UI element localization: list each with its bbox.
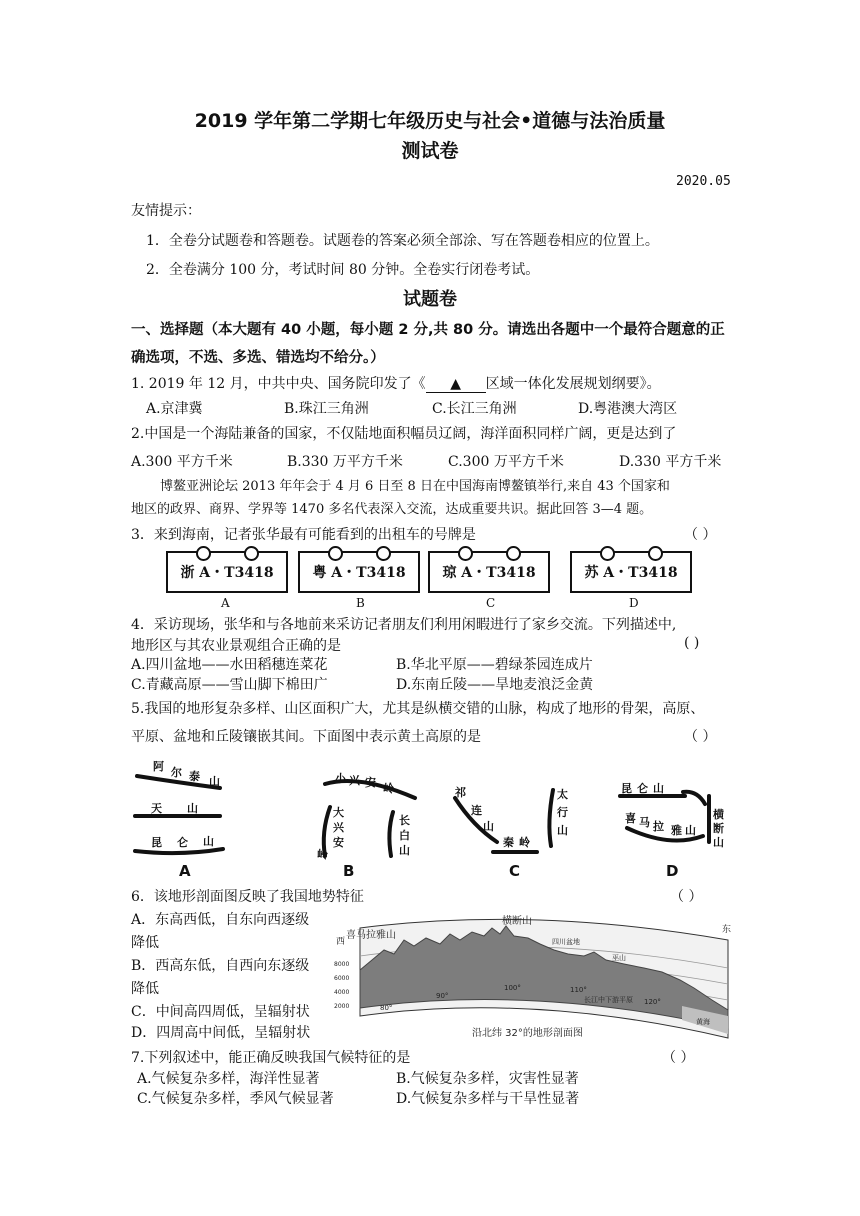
page-title: 2019 学年第二学期七年级历史与社会•道德与法治质量	[194, 110, 666, 132]
q4-stem-line2: 地形区与其农业景观组合正确的是	[131, 638, 341, 654]
map-label-d: D	[666, 862, 679, 880]
map-label: 白	[399, 829, 410, 842]
map-label: 祁	[455, 786, 466, 799]
q2-option-b: B.330 万平方千米	[287, 454, 403, 470]
profile-elev: 4000	[334, 989, 350, 996]
map-label: 横	[713, 808, 724, 821]
map-label: 山	[653, 782, 664, 795]
map-label: 山	[685, 824, 696, 837]
profile-peak2: 横断山	[502, 916, 532, 927]
part1-heading: 一、选择题（本大题有 40 小题，每小题 2 分,共 80 分。请选出各题中一个最符合题意的正	[131, 322, 725, 338]
map-label: 断	[713, 822, 724, 835]
map-label: 小	[335, 772, 346, 785]
q2-stem: 2.中国是一个海陆兼备的国家，不仅陆地面积幅员辽阔，海洋面积同样广阔，更是达到了	[131, 426, 677, 442]
map-label: 山	[399, 844, 410, 857]
profile-east: 东	[722, 925, 732, 935]
plate-ring	[376, 546, 391, 561]
plate-ring	[506, 546, 521, 561]
map-label: 马	[639, 816, 650, 829]
tip-item-2: 2．全卷满分 100 分，考试时间 80 分钟。全卷实行闭卷考试。	[146, 262, 540, 278]
q6-option-a: A．东高西低，自东向西逐级	[131, 912, 310, 928]
map-label: 太	[557, 788, 568, 801]
plate-a-text: 浙 A・T3418	[180, 565, 274, 581]
map-label-a: A	[179, 862, 191, 880]
plate-b	[298, 551, 420, 593]
map-label: 兴	[333, 821, 344, 834]
map-label: 天	[151, 802, 162, 815]
q4-option-b: B.华北平原——碧绿茶园连成片	[396, 657, 593, 673]
map-label: 昆	[151, 836, 162, 849]
plate-ring	[196, 546, 211, 561]
profile-hill: 巫山	[612, 954, 626, 962]
profile-basin: 四川盆地	[552, 938, 580, 946]
map-label: 尔	[171, 766, 182, 779]
q6-option-b-cont: 降低	[131, 981, 159, 997]
map-label: 山	[203, 835, 214, 848]
profile-sea: 黄海	[696, 1018, 710, 1026]
map-label: 大	[333, 806, 344, 819]
plate-label-b: B	[356, 596, 365, 610]
plate-label-a: A	[221, 596, 230, 610]
q1-option-d: D.粤港澳大湾区	[578, 401, 678, 417]
profile-lon: 120°	[644, 998, 661, 1006]
plate-ring	[244, 546, 259, 561]
section-title: 试题卷	[403, 289, 457, 310]
map-c	[455, 785, 568, 852]
map-label: 喜	[625, 812, 636, 825]
q1-option-b: B.珠江三角洲	[284, 401, 369, 417]
q7-option-b: B.气候复杂多样，灾害性显著	[396, 1071, 579, 1087]
map-label: 山	[209, 775, 220, 788]
map-label: 秦	[503, 836, 514, 849]
q6-stem: 6．该地形剖面图反映了我国地势特征	[131, 889, 364, 905]
map-label: 阿	[153, 760, 164, 773]
q5-stem-line2: 平原、盆地和丘陵镶嵌其间。下面图中表示黄土高原的是	[131, 729, 481, 745]
page-title-line2: 测试卷	[401, 140, 459, 162]
profile-lon: 110°	[570, 986, 587, 994]
map-label-c: C	[509, 862, 521, 880]
q1-option-c: C.长江三角洲	[432, 401, 517, 417]
plate-label-d: D	[629, 596, 639, 610]
map-label: 安	[365, 776, 376, 789]
q7-stem: 7.下列叙述中，能正确反映我国气候特征的是	[131, 1050, 411, 1066]
map-label-b: B	[343, 862, 355, 880]
profile-elev: 2000	[334, 1003, 350, 1010]
map-label: 山	[557, 824, 568, 837]
q6-answer-paren: （ ）	[670, 889, 703, 905]
part1-heading-line2: 确选项，不选、多选、错选均不给分。）	[131, 350, 385, 366]
tip-item-1: 1．全卷分试题卷和答题卷。试题卷的答案必须全部涂、写在答题卷相应的位置上。	[146, 233, 659, 249]
plate-d-text: 苏 A・T3418	[584, 565, 678, 581]
q4-option-c: C.青藏高原——雪山脚下棉田广	[131, 677, 328, 693]
q6-option-d: D．四周高中间低，呈辐射状	[131, 1025, 311, 1041]
passage-line2: 地区的政界、商界、学界等 1470 多名代表深入交流，达成重要共识。据此回答 3—4 题。	[131, 502, 653, 517]
q5-answer-paren: （ ）	[684, 729, 717, 745]
plate-c	[428, 551, 550, 593]
q1-stem	[131, 373, 661, 393]
q1-stem-pre: 1. 2019 年 12 月，中共中央、国务院印发了《	[131, 376, 426, 392]
q1-stem-post: 区域一体化发展规划纲要》。	[485, 376, 661, 392]
q7-option-c: C.气候复杂多样，季风气候显著	[137, 1091, 334, 1107]
map-label: 仑	[177, 836, 188, 849]
map-label: 拉	[653, 820, 664, 833]
plate-ring	[648, 546, 663, 561]
q3-answer-paren: （ ）	[684, 527, 717, 543]
mountain-maps	[125, 752, 735, 882]
q4-stem: 4．采访现场，张华和与各地前来采访记者朋友们利用闲暇进行了家乡交流。下列描述中,	[131, 617, 677, 633]
q6-option-c: C．中间高四周低，呈辐射状	[131, 1004, 310, 1020]
q6-option-a-cont: 降低	[131, 935, 159, 951]
q2-option-c: C.300 万平方千米	[448, 454, 564, 470]
map-label: 昆	[621, 782, 632, 795]
profile-elev: 8000	[334, 961, 350, 968]
map-label: 泰	[189, 770, 200, 783]
q4-answer-paren: ( )	[684, 635, 700, 651]
passage-line1: 博鳌亚洲论坛 2013 年年会于 4 月 6 日至 8 日在中国海南博鳌镇举行,来自 43 个国家和	[160, 479, 670, 494]
map-label: 山	[713, 836, 724, 849]
q1-option-a: A.京津冀	[146, 401, 203, 417]
tips-heading: 友情提示：	[131, 203, 201, 219]
q1-blank: ▲	[426, 376, 486, 393]
map-label: 山	[187, 802, 198, 815]
plate-a	[166, 551, 288, 593]
q2-option-d: D.330 平方千米	[619, 454, 722, 470]
profile-peak1: 喜马拉雅山	[346, 930, 396, 941]
plate-d	[570, 551, 692, 593]
q4-option-d: D.东南丘陵——旱地麦浪泛金黄	[396, 677, 594, 693]
q3-stem: 3．来到海南，记者张华最有可能看到的出租车的号牌是	[131, 527, 476, 543]
map-a	[135, 759, 223, 853]
q5-stem: 5.我国的地形复杂多样、山区面积广大，尤其是纵横交错的山脉，构成了地形的骨架，高原、	[131, 701, 705, 717]
plate-label-c: C	[486, 596, 496, 610]
map-label: 雅	[671, 824, 682, 837]
map-b	[317, 771, 415, 861]
q7-option-d: D.气候复杂多样与干旱性显著	[396, 1091, 580, 1107]
map-label: 行	[557, 806, 568, 819]
profile-lon: 100°	[504, 984, 521, 992]
profile-elev: 6000	[334, 975, 350, 982]
plate-ring	[600, 546, 615, 561]
map-d	[620, 781, 724, 849]
map-label: 岭	[519, 836, 530, 849]
map-label: 连	[471, 804, 482, 817]
map-label: 兴	[349, 774, 360, 787]
exam-date: 2020.05	[676, 174, 731, 189]
terrain-profile-figure	[332, 910, 732, 1042]
profile-lon: 90°	[436, 992, 449, 1000]
profile-plain: 长江中下游平原	[584, 996, 633, 1004]
map-label: 山	[483, 820, 494, 833]
map-label: 岭	[383, 782, 394, 795]
map-label: 岭	[317, 848, 328, 861]
plate-ring	[458, 546, 473, 561]
q6-option-b: B．西高东低，自西向东逐级	[131, 958, 310, 974]
profile-west: 西	[336, 937, 346, 947]
map-label: 长	[399, 814, 410, 827]
profile-caption: 沿北纬 32°的地形剖面图	[472, 1028, 583, 1039]
q7-answer-paren: （ ）	[662, 1050, 695, 1066]
plate-b-text: 粤 A・T3418	[312, 565, 406, 581]
plate-c-text: 琼 A・T3418	[442, 565, 536, 581]
profile-lon: 80°	[380, 1004, 393, 1012]
q7-option-a: A.气候复杂多样，海洋性显著	[137, 1071, 320, 1087]
plate-ring	[328, 546, 343, 561]
q4-option-a: A.四川盆地——水田稻穗连菜花	[131, 657, 328, 673]
map-label: 安	[333, 836, 344, 849]
map-label: 仑	[637, 782, 648, 795]
q2-option-a: A.300 平方千米	[131, 454, 233, 470]
